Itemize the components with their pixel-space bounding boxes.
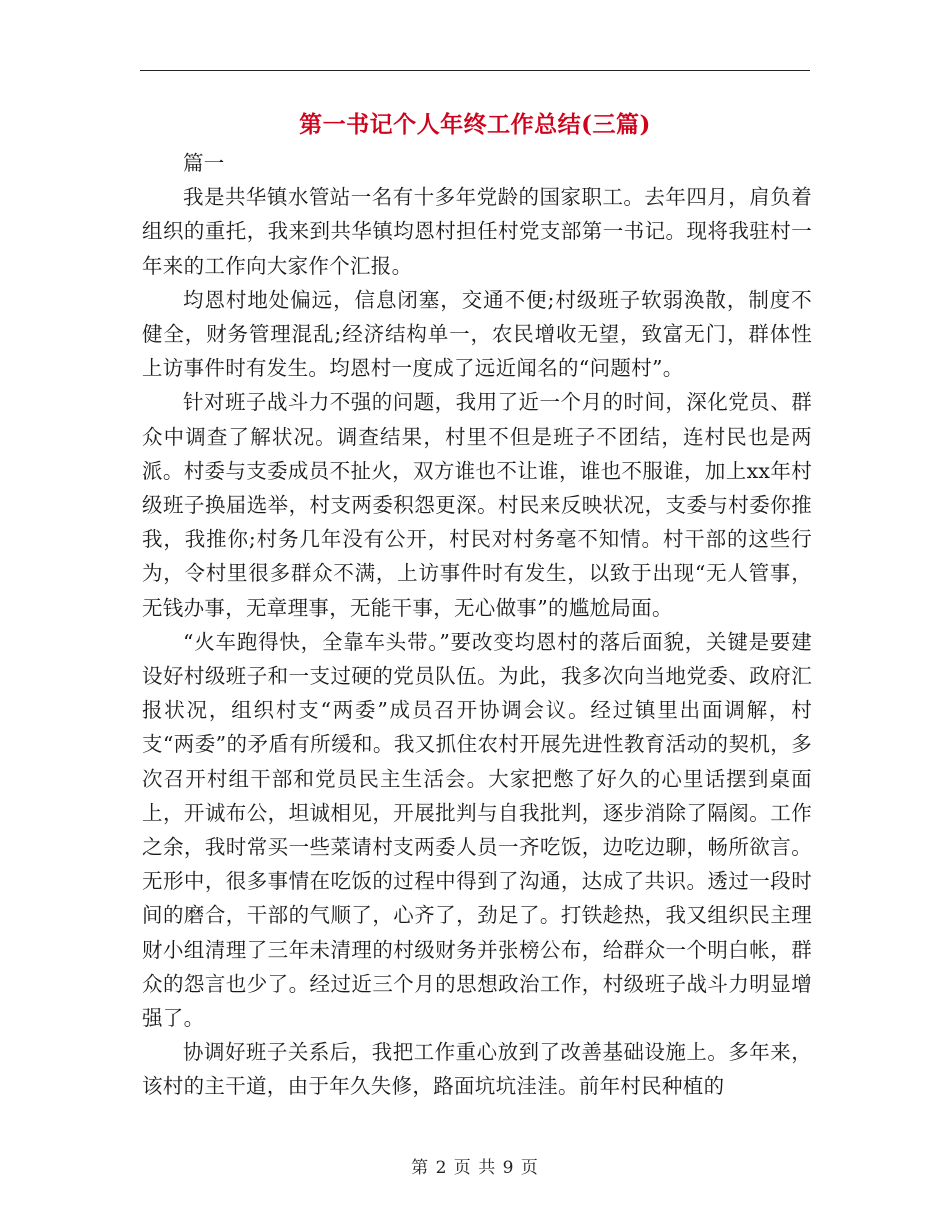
- page-number-footer: 第 2 页 共 9 页: [411, 1158, 539, 1178]
- section-heading: 篇一: [183, 151, 225, 175]
- paragraph-1: 我是共华镇水管站一名有十多年党龄的国家职工。去年四月，肩负着组织的重托，我来到共华镇均恩村担任村党支部第一书记。现将我驻村一年来的工作向大家作个汇报。: [142, 185, 812, 278]
- paragraph-2: 均恩村地处偏远，信息闭塞，交通不便;村级班子软弱涣散，制度不健全，财务管理混乱;经济结构单一，农民增收无望，致富无门，群体性上访事件时有发生。均恩村一度成了远近闻名的“问题村”。: [142, 287, 812, 381]
- paragraph-4: “火车跑得快，全靠车头带。”要改变均恩村的落后面貌，关键是要建设好村级班子和一支过硬的党员队伍。为此，我多次向当地党委、政府汇报状况，组织村支“两委”成员召开协调会议。经过镇里出面调解，村支“两委”的矛盾有所缓和。我又抓住农村开展先进性教育活动的契机，多次召开村组干部和党员民主生活会。大家把憋了好久的心里话摆到桌面上，开诚布公，坦诚相见，开展批判与自我批判，逐步消除了隔阂。工作之余，我时常买一些菜请村支两委人员一齐吃饭，边吃边聊，畅所欲言。无形中，很多事情在吃饭的过程中得到了沟通，达成了共识。透过一段时间的磨合，干部的气顺了，心齐了，劲足了。打铁趁热，我又组织民主理财小组清理了三年未清理的村级财务并张榜公布，给群众一个明白帐，群众的怨言也少了。经过近三个月的思想政治工作，村级班子战斗力明显增强了。: [142, 629, 812, 1031]
- paragraph-5: 协调好班子关系后，我把工作重心放到了改善基础设施上。多年来，该村的主干道，由于年久失修，路面坑坑洼洼。前年村民种植的: [142, 1040, 812, 1099]
- document-body: [142, 146, 812, 1104]
- document-title: 第一书记个人年终工作总结(三篇): [299, 111, 651, 138]
- paragraph-3: 针对班子战斗力不强的问题，我用了近一个月的时间，深化党员、群众中调查了解状况。调查结果，村里不但是班子不团结，连村民也是两派。村委与支委成员不扯火，双方谁也不让谁，谁也不服谁，加上xx年村级班子换届选举，村支两委积怨更深。村民来反映状况，支委与村委你推我，我推你;村务几年没有公开，村民对村务毫不知情。村干部的这些行为，令村里很多群众不满，上访事件时有发生，以致于出现“无人管事，无钱办事，无章理事，无能干事，无心做事”的尴尬局面。: [142, 390, 812, 620]
- header-rule: [140, 70, 810, 71]
